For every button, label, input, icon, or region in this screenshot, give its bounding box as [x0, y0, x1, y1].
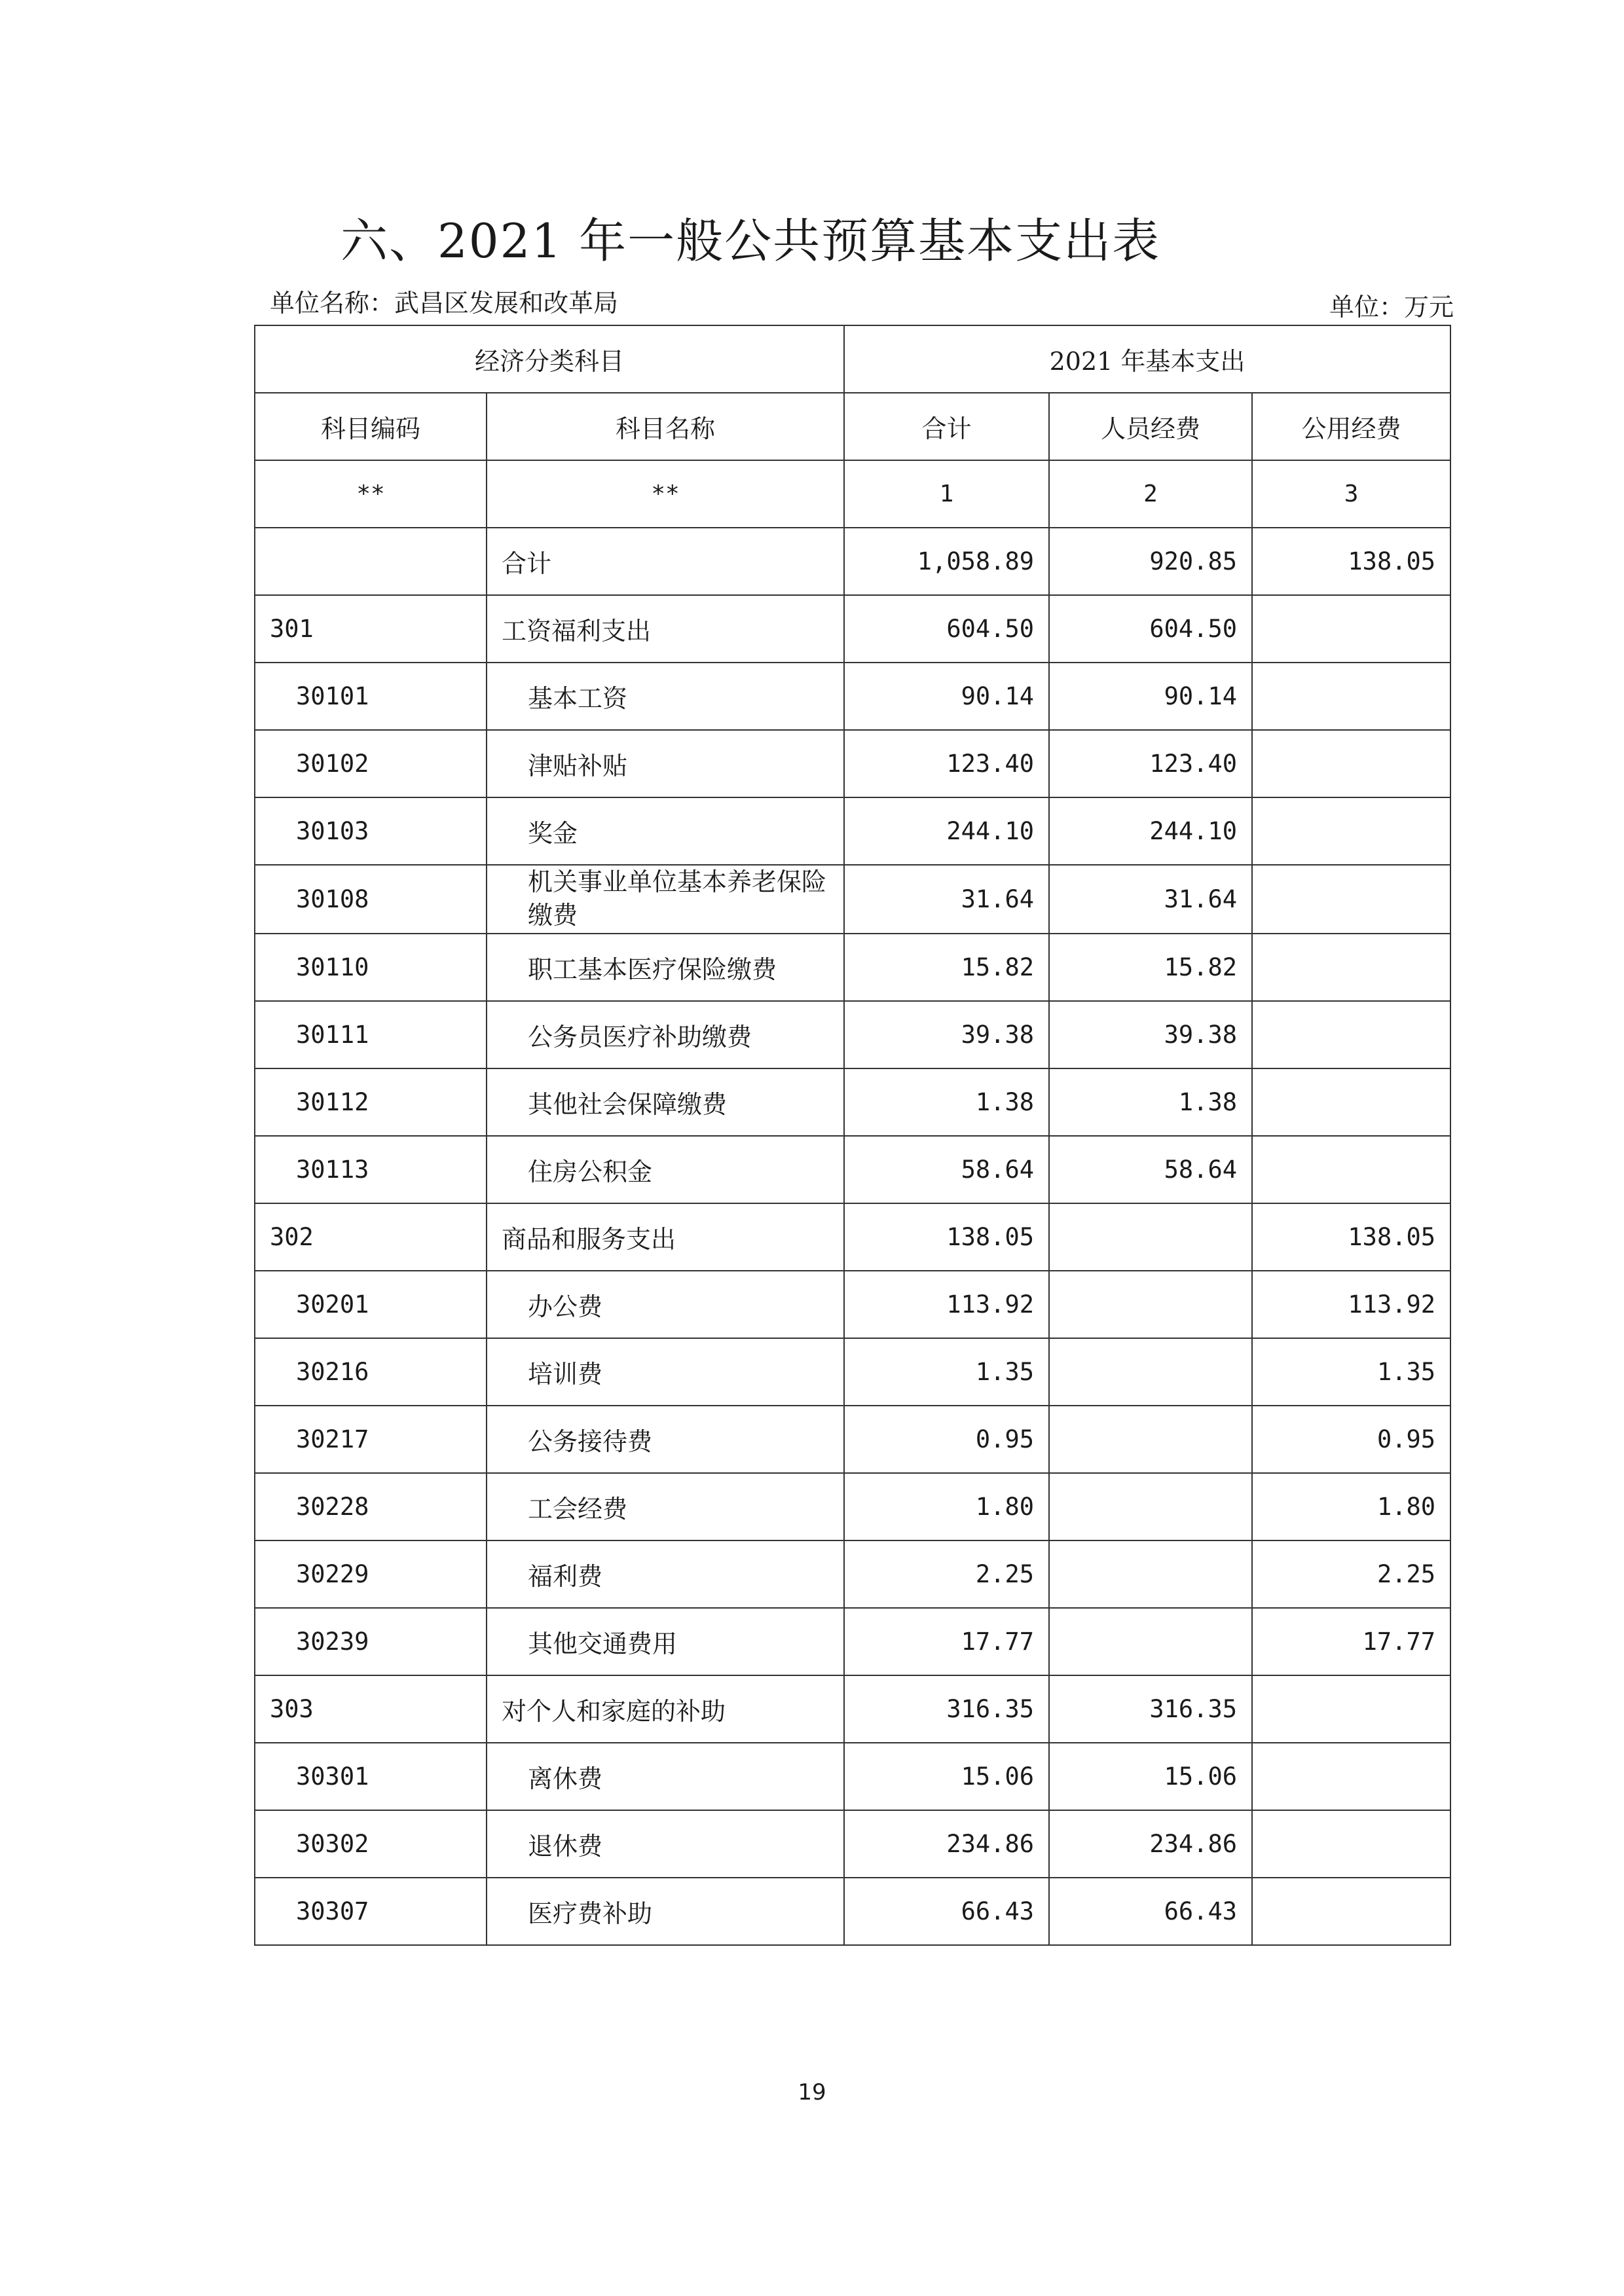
cell-code: 30228 [255, 1473, 487, 1540]
col-header-name: 科目名称 [487, 393, 844, 460]
cell-public [1252, 1136, 1450, 1203]
col-header-code: 科目编码 [255, 393, 487, 460]
cell-total: 2.25 [844, 1540, 1049, 1608]
cell-total: 39.38 [844, 1001, 1049, 1068]
cell-total: 90.14 [844, 663, 1049, 730]
index-total: 1 [844, 460, 1049, 528]
cell-name: 离休费 [487, 1743, 844, 1810]
cell-public: 138.05 [1252, 1203, 1450, 1271]
cell-staff [1049, 1608, 1252, 1675]
cell-name: 商品和服务支出 [487, 1203, 844, 1271]
table-row [255, 1406, 1450, 1473]
cell-code: 30307 [255, 1878, 487, 1945]
cell-total: 0.95 [844, 1406, 1049, 1473]
cell-code: 30101 [255, 663, 487, 730]
cell-code: 30111 [255, 1001, 487, 1068]
cell-total: 234.86 [844, 1810, 1049, 1878]
cell-total: 138.05 [844, 1203, 1049, 1271]
table-row [255, 1540, 1450, 1608]
cell-total: 31.64 [844, 865, 1049, 934]
cell-total: 244.10 [844, 797, 1049, 865]
cell-code: 30201 [255, 1271, 487, 1338]
cell-name: 津贴补贴 [487, 730, 844, 797]
cell-staff: 58.64 [1049, 1136, 1252, 1203]
cell-code: 30103 [255, 797, 487, 865]
cell-staff: 316.35 [1049, 1675, 1252, 1743]
cell-name: 公务员医疗补助缴费 [487, 1001, 844, 1068]
index-code: ** [255, 460, 487, 528]
page-number: 19 [798, 2079, 826, 2105]
cell-public: 0.95 [1252, 1406, 1450, 1473]
cell-public [1252, 663, 1450, 730]
cell-name: 合计 [487, 528, 844, 595]
cell-total: 113.92 [844, 1271, 1049, 1338]
cell-total: 1.35 [844, 1338, 1049, 1406]
cell-public: 113.92 [1252, 1271, 1450, 1338]
index-name: ** [487, 460, 844, 528]
col-header-public: 公用经费 [1252, 393, 1450, 460]
cell-code [255, 528, 487, 595]
cell-total: 15.82 [844, 934, 1049, 1001]
cell-total: 123.40 [844, 730, 1049, 797]
cell-code: 30102 [255, 730, 487, 797]
cell-code: 301 [255, 595, 487, 663]
cell-total: 1.80 [844, 1473, 1049, 1540]
cell-staff: 15.82 [1049, 934, 1252, 1001]
table-row [255, 1001, 1450, 1068]
cell-public [1252, 595, 1450, 663]
cell-public: 1.80 [1252, 1473, 1450, 1540]
cell-staff: 1.38 [1049, 1068, 1252, 1136]
cell-total: 17.77 [844, 1608, 1049, 1675]
cell-code: 30229 [255, 1540, 487, 1608]
table-row [255, 865, 1450, 934]
page-title: 六、2021 年一般公共预算基本支出表 [341, 213, 1161, 268]
cell-name: 其他交通费用 [487, 1608, 844, 1675]
budget-table [254, 325, 1451, 1946]
cell-public [1252, 797, 1450, 865]
cell-staff: 244.10 [1049, 797, 1252, 865]
cell-name: 工会经费 [487, 1473, 844, 1540]
group-header-basic-expenditure: 2021 年基本支出 [844, 325, 1450, 393]
cell-name: 机关事业单位基本养老保险缴费 [487, 865, 844, 934]
cell-staff: 31.64 [1049, 865, 1252, 934]
cell-staff: 234.86 [1049, 1810, 1252, 1878]
cell-staff [1049, 1338, 1252, 1406]
col-header-total: 合计 [844, 393, 1049, 460]
cell-name: 工资福利支出 [487, 595, 844, 663]
cell-public [1252, 1068, 1450, 1136]
cell-name: 医疗费补助 [487, 1878, 844, 1945]
unit-info-row [270, 283, 1454, 319]
cell-code: 302 [255, 1203, 487, 1271]
cell-code: 30217 [255, 1406, 487, 1473]
table-row [255, 1068, 1450, 1136]
cell-total: 604.50 [844, 595, 1049, 663]
cell-name: 住房公积金 [487, 1136, 844, 1203]
table-row [255, 934, 1450, 1001]
table-row [255, 1473, 1450, 1540]
cell-public [1252, 1743, 1450, 1810]
cell-staff: 66.43 [1049, 1878, 1252, 1945]
cell-code: 30302 [255, 1810, 487, 1878]
table-row [255, 1810, 1450, 1878]
cell-code: 30113 [255, 1136, 487, 1203]
cell-public [1252, 1675, 1450, 1743]
cell-total: 1.38 [844, 1068, 1049, 1136]
table-group-header-row [255, 325, 1450, 393]
cell-public [1252, 934, 1450, 1001]
table-row [255, 1675, 1450, 1743]
cell-code: 30216 [255, 1338, 487, 1406]
cell-staff [1049, 1271, 1252, 1338]
table-row [255, 1608, 1450, 1675]
table-row [255, 595, 1450, 663]
col-header-staff: 人员经费 [1049, 393, 1252, 460]
cell-total: 58.64 [844, 1136, 1049, 1203]
cell-name: 其他社会保障缴费 [487, 1068, 844, 1136]
cell-staff [1049, 1540, 1252, 1608]
cell-total: 66.43 [844, 1878, 1049, 1945]
cell-code: 30110 [255, 934, 487, 1001]
cell-staff: 90.14 [1049, 663, 1252, 730]
cell-code: 30239 [255, 1608, 487, 1675]
cell-total: 1,058.89 [844, 528, 1049, 595]
cell-public: 2.25 [1252, 1540, 1450, 1608]
cell-public: 17.77 [1252, 1608, 1450, 1675]
cell-public: 138.05 [1252, 528, 1450, 595]
cell-code: 30301 [255, 1743, 487, 1810]
cell-public [1252, 1878, 1450, 1945]
cell-staff [1049, 1473, 1252, 1540]
cell-staff: 604.50 [1049, 595, 1252, 663]
unit-label: 单位：万元 [1329, 293, 1454, 321]
table-row [255, 1743, 1450, 1810]
table-row [255, 1203, 1450, 1271]
cell-name: 培训费 [487, 1338, 844, 1406]
cell-staff: 920.85 [1049, 528, 1252, 595]
cell-total: 316.35 [844, 1675, 1049, 1743]
cell-staff: 15.06 [1049, 1743, 1252, 1810]
table-row [255, 1338, 1450, 1406]
cell-staff [1049, 1406, 1252, 1473]
cell-code: 30112 [255, 1068, 487, 1136]
table-row [255, 730, 1450, 797]
cell-staff: 39.38 [1049, 1001, 1252, 1068]
table-row [255, 1878, 1450, 1945]
index-staff: 2 [1049, 460, 1252, 528]
table-index-row [255, 460, 1450, 528]
cell-public: 1.35 [1252, 1338, 1450, 1406]
table-row [255, 797, 1450, 865]
cell-name: 奖金 [487, 797, 844, 865]
cell-name: 基本工资 [487, 663, 844, 730]
table-column-header-row [255, 393, 1450, 460]
cell-name: 福利费 [487, 1540, 844, 1608]
cell-name: 对个人和家庭的补助 [487, 1675, 844, 1743]
cell-code: 303 [255, 1675, 487, 1743]
cell-name: 职工基本医疗保险缴费 [487, 934, 844, 1001]
table-row [255, 528, 1450, 595]
cell-staff: 123.40 [1049, 730, 1252, 797]
cell-name: 退休费 [487, 1810, 844, 1878]
cell-name: 办公费 [487, 1271, 844, 1338]
cell-public [1252, 730, 1450, 797]
cell-public [1252, 865, 1450, 934]
table-row [255, 1136, 1450, 1203]
index-public: 3 [1252, 460, 1450, 528]
cell-public [1252, 1001, 1450, 1068]
group-header-economic-class: 经济分类科目 [255, 325, 844, 393]
table-row [255, 1271, 1450, 1338]
cell-code: 30108 [255, 865, 487, 934]
cell-total: 15.06 [844, 1743, 1049, 1810]
cell-name: 公务接待费 [487, 1406, 844, 1473]
table-row [255, 663, 1450, 730]
cell-staff [1049, 1203, 1252, 1271]
unit-name-label: 单位名称：武昌区发展和改革局 [270, 289, 619, 318]
cell-public [1252, 1810, 1450, 1878]
